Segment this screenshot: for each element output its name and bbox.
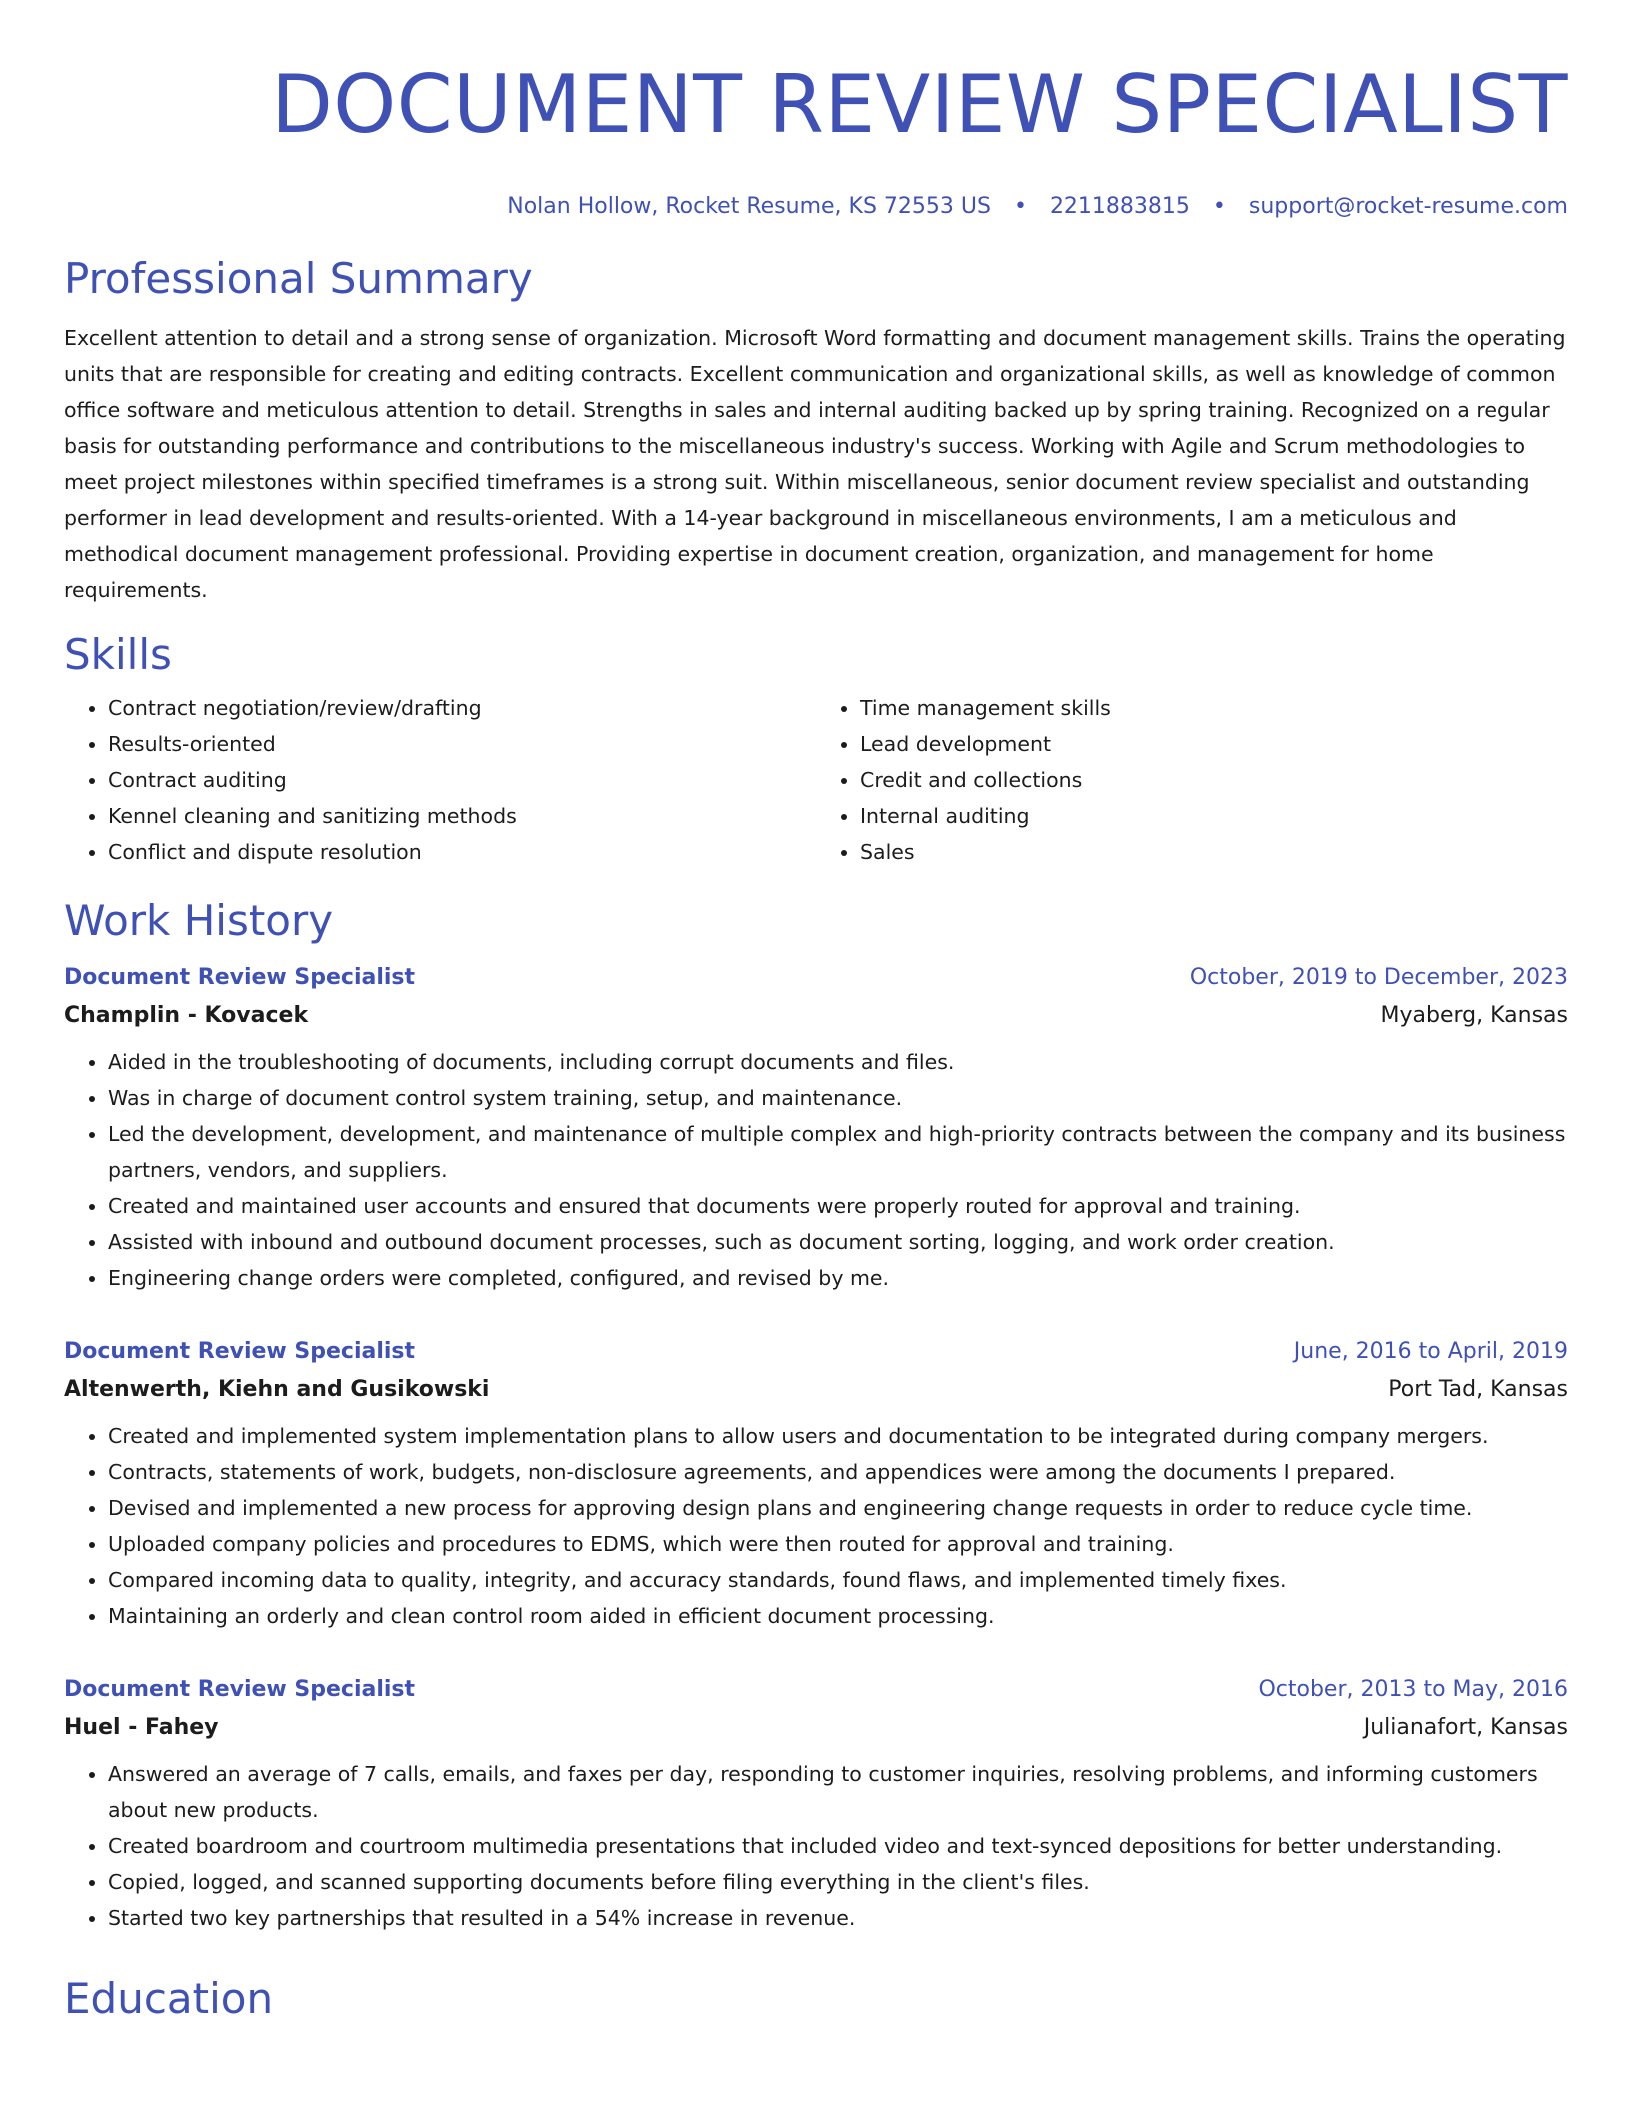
work-history-heading: Work History (64, 896, 334, 945)
skill-item: • Sales (860, 834, 1568, 870)
job-subheader (64, 1374, 1568, 1406)
duty-item: • Created and implemented system implementation plans to allow users and documentation to be integrated during company mergers. (108, 1418, 1568, 1454)
job-header (64, 1674, 1568, 1706)
duty-item: • Maintaining an orderly and clean control room aided in efficient document processing. (108, 1598, 1568, 1634)
skill-item: • Contract negotiation/review/drafting (108, 690, 816, 726)
skill-item: • Conflict and dispute resolution (108, 834, 816, 870)
skill-item: • Internal auditing (860, 798, 1568, 834)
duty-item: • Compared incoming data to quality, integrity, and accuracy standards, found flaws, and implemented timely fixes. (108, 1562, 1568, 1598)
job-location: Myaberg, Kansas (1380, 1003, 1568, 1028)
job-header (64, 1336, 1568, 1368)
job-header (64, 962, 1568, 994)
duty-item: • Uploaded company policies and procedures to EDMS, which were then routed for approval and training. (108, 1526, 1568, 1562)
contact-separator: • (1212, 194, 1226, 219)
job-duties (64, 1418, 1568, 1634)
job-location: Port Tad, Kansas (1388, 1377, 1568, 1402)
skills-list (64, 690, 1568, 870)
duty-item: • Created boardroom and courtroom multimedia presentations that included video and text-synced depositions for better understanding. (108, 1828, 1568, 1864)
job-role: Document Review Specialist (64, 1677, 416, 1702)
duty-item: • Devised and implemented a new process for approving design plans and engineering change requests in order to reduce cycle time. (108, 1490, 1568, 1526)
duty-item: • Led the development, development, and maintenance of multiple complex and high-priority contracts between the company and its business partners, vendors, and suppliers. (108, 1116, 1568, 1188)
job-company: Champlin - Kovacek (64, 1003, 309, 1028)
contact-separator: • (1013, 194, 1027, 219)
job-entry (64, 1674, 1568, 1936)
skill-item: • Lead development (860, 726, 1568, 762)
job-duties (64, 1044, 1568, 1296)
duty-item: • Was in charge of document control system training, setup, and maintenance. (108, 1080, 1568, 1116)
job-duties (64, 1756, 1568, 1936)
skill-item: • Kennel cleaning and sanitizing methods (108, 798, 816, 834)
job-dates: October, 2019 to December, 2023 (1189, 965, 1568, 990)
skill-item: • Results-oriented (108, 726, 816, 762)
job-dates: June, 2016 to April, 2019 (1293, 1339, 1568, 1364)
duty-item: • Assisted with inbound and outbound document processes, such as document sorting, logging, and work order creation. (108, 1224, 1568, 1260)
resume-name: DOCUMENT REVIEW SPECIALIST (271, 58, 1568, 151)
skill-item: • Contract auditing (108, 762, 816, 798)
job-entry (64, 1336, 1568, 1634)
contact-email[interactable]: support@rocket-resume.com (1248, 194, 1568, 219)
duty-item: • Started two key partnerships that resulted in a 54% increase in revenue. (108, 1900, 1568, 1936)
contact-line (64, 192, 1568, 222)
duty-item: • Answered an average of 7 calls, emails, and faxes per day, responding to customer inquiries, resolving problems, and informing customers about new products. (108, 1756, 1568, 1828)
education-heading: Education (64, 1974, 274, 2023)
job-company: Altenwerth, Kiehn and Gusikowski (64, 1377, 490, 1402)
job-role: Document Review Specialist (64, 1339, 416, 1364)
summary-text: Excellent attention to detail and a strong sense of organization. Microsoft Word formatting and document management skills. Trains the operating units that are responsible for creating and editing contracts. Excellent communication and organizational skills, as well as knowledge of common office software and meticulous attention to detail. Strengths in sales and internal auditing backed up by spring training. Recognized on a regular basis for outstanding performance and contributions to the miscellaneous industry's success. Working with Agile and Scrum methodologies to meet project milestones within specified timeframes is a strong suit. Within miscellaneous, senior document review specialist and outstanding performer in lead development and results-oriented. With a 14-year background in miscellaneous environments, I am a meticulous and methodical document management professional. Providing expertise in document creation, organization, and management for home requirements. (64, 326, 1566, 602)
duty-item: • Engineering change orders were completed, configured, and revised by me. (108, 1260, 1568, 1296)
duty-item: • Created and maintained user accounts and ensured that documents were properly routed for approval and training. (108, 1188, 1568, 1224)
job-role: Document Review Specialist (64, 965, 416, 990)
job-location: Julianafort, Kansas (1363, 1715, 1568, 1740)
contact-phone: 2211883815 (1049, 194, 1190, 219)
skills-column-right (816, 690, 1568, 870)
summary-heading: Professional Summary (64, 254, 533, 303)
skills-heading: Skills (64, 630, 172, 679)
job-subheader (64, 1712, 1568, 1744)
skills-column-left (64, 690, 816, 870)
skill-item: • Time management skills (860, 690, 1568, 726)
job-company: Huel - Fahey (64, 1715, 219, 1740)
duty-item: • Contracts, statements of work, budgets, non-disclosure agreements, and appendices were among the documents I prepared. (108, 1454, 1568, 1490)
duty-item: • Copied, logged, and scanned supporting documents before filing everything in the client's files. (108, 1864, 1568, 1900)
job-subheader (64, 1000, 1568, 1032)
job-entry (64, 962, 1568, 1296)
job-dates: October, 2013 to May, 2016 (1258, 1677, 1568, 1702)
duty-item: • Aided in the troubleshooting of documents, including corrupt documents and files. (108, 1044, 1568, 1080)
contact-address: Nolan Hollow, Rocket Resume, KS 72553 US (507, 194, 991, 219)
skill-item: • Credit and collections (860, 762, 1568, 798)
